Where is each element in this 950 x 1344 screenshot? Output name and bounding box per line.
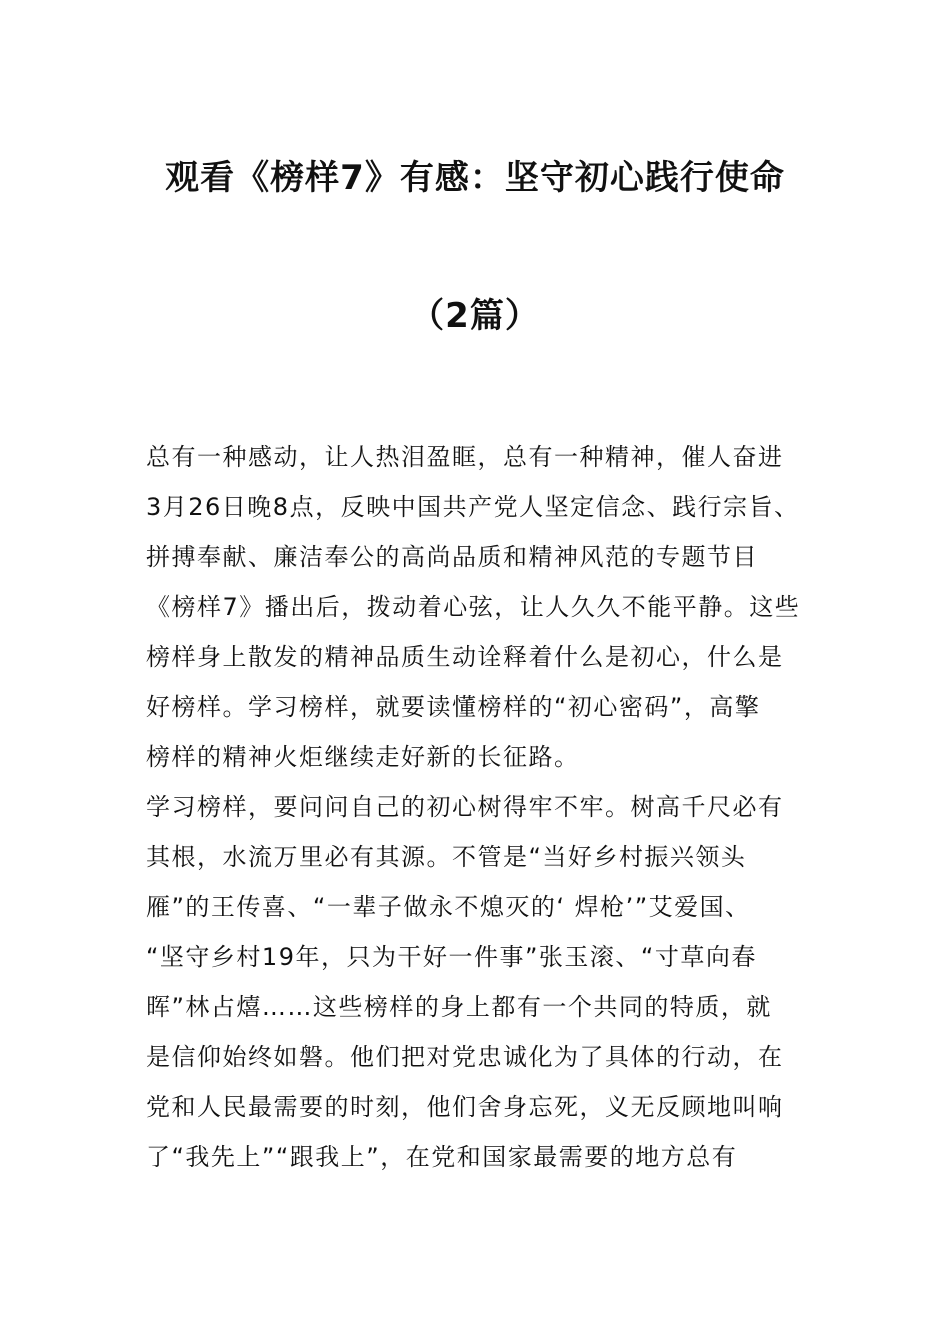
document-title: 观看《榜样7》有感：坚守初心践行使命: [165, 158, 785, 198]
body-line: 榜样的精神火炬继续走好新的长征路。: [146, 743, 580, 771]
document-body: [146, 432, 836, 1182]
body-line: 拼搏奉献、廉洁奉公的高尚品质和精神风范的专题节目: [146, 543, 758, 571]
body-line: 雁”的王传喜、“一辈子做永不熄灭的‘ 焊枪’”艾爱国、: [146, 893, 751, 921]
body-line: 学习榜样，要问问自己的初心树得牢不牢。树高千尺必有: [146, 793, 784, 821]
body-line: 好榜样。学习榜样，就要读懂榜样的“初心密码”，高擎: [146, 693, 761, 721]
body-line: 党和人民最需要的时刻，他们舍身忘死，义无反顾地叫响: [146, 1093, 784, 1121]
body-line: “坚守乡村19年，只为干好一件事”张玉滚、“寸草向春: [146, 943, 757, 971]
body-line: 是信仰始终如磐。他们把对党忠诚化为了具体的行动，在: [146, 1043, 784, 1071]
document-subtitle: （2篇）: [410, 296, 540, 336]
body-line: 《榜样7》播出后，拨动着心弦，让人久久不能平静。这些: [146, 593, 801, 621]
body-line: 3月26日晚8点，反映中国共产党人坚定信念、践行宗旨、: [146, 493, 800, 521]
body-line: 其根，水流万里必有其源。不管是“当好乡村振兴领头: [146, 843, 747, 871]
body-line: 晖”林占熺……这些榜样的身上都有一个共同的特质，就: [146, 993, 772, 1021]
body-line: 了“我先上”“跟我上”，在党和国家最需要的地方总有: [146, 1143, 738, 1171]
body-line: 榜样身上散发的精神品质生动诠释着什么是初心，什么是: [146, 643, 784, 671]
body-line: 总有一种感动，让人热泪盈眶，总有一种精神，催人奋进: [146, 443, 784, 471]
